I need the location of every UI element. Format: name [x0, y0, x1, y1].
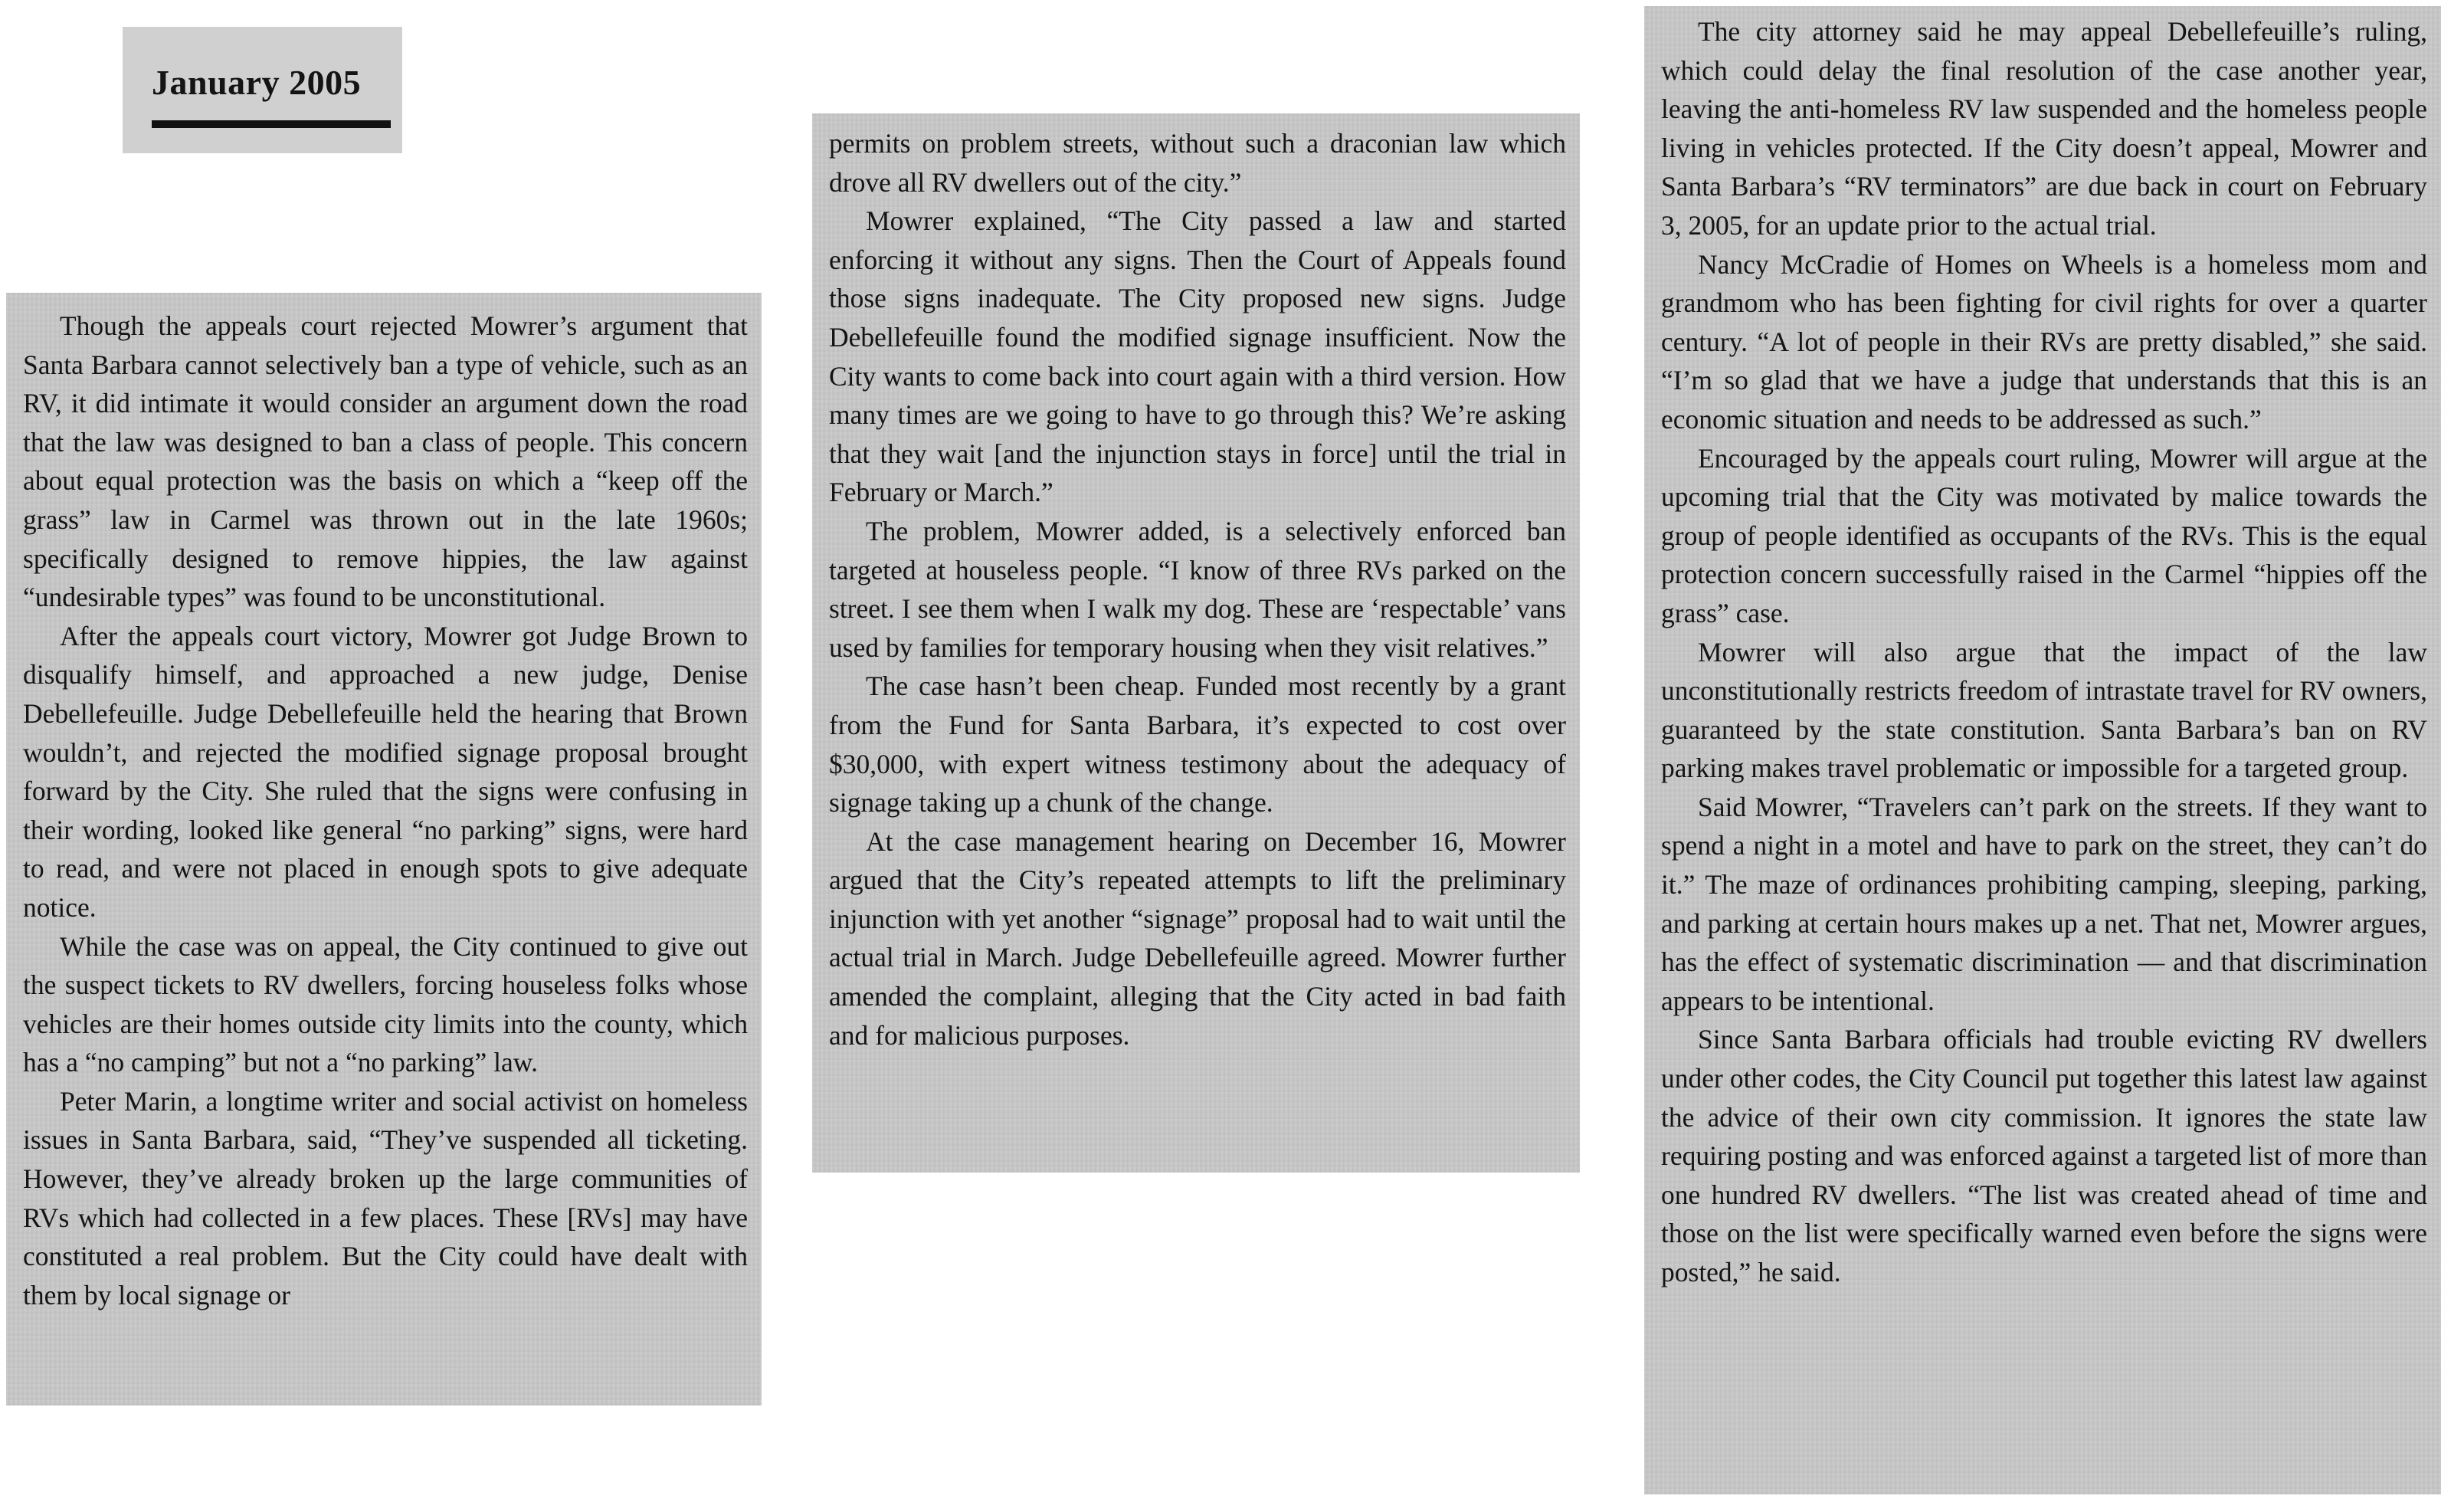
issue-date: January 2005 [152, 63, 362, 102]
paragraph: Since Santa Barbara officials had trouble evicting RV dwellers under other codes, the City Council put together this latest law against the advice of their own city commission. It ignores the state law requiring posting and was enforced against a targeted list of more than one hundred RV dwellers. “The list was created ahead of time and those on the list were specifically warned even before the signs were posted,” he said. [1661, 1024, 2427, 1287]
paragraph: Nancy McCradie of Homes on Wheels is a homeless mom and grandmom who has been fighting for civil rights for over a quarter century. “A lot of people in their RVs are pretty disabled,” she said. “I’m so glad that we have a judge that understands that this is an economic situation and needs to be addressed as such.” [1661, 248, 2427, 435]
article-column-2 [812, 113, 1580, 1173]
paragraph: Though the appeals court rejected Mowrer’s argument that Santa Barbara cannot selectively ban a type of vehicle, such as an RV, it did intimate it would consider an argument down the road that the law was designed to ban a class of people. This concern about equal protection was the basis on which a “keep off the grass” law in Carmel was thrown out in the late 1960s; specifically designed to remove hippies, the law against “undesirable types” was found to be unconstitutional. [23, 310, 748, 613]
date-header-clipping [123, 27, 402, 153]
article-column-1 [6, 293, 762, 1406]
paragraph: The case hasn’t been cheap. Funded most recently by a grant from the Fund for Santa Barbara, it’s expected to cost over $30,000, with expert witness testimony about the adequacy of signage taking up a chunk of the change. [829, 671, 1566, 818]
header-rule [152, 120, 391, 128]
paragraph: While the case was on appeal, the City continued to give out the suspect tickets to RV dwellers, forcing houseless folks whose vehicles are their homes outside city limits into the county, which has a “no camping” but not a “no parking” law. [23, 930, 748, 1078]
paragraph: The city attorney said he may appeal Debellefeuille’s ruling, which could delay the final resolution of the case another year, leaving the anti-homeless RV law suspended and the homeless people living in vehicles protected. If the City doesn’t appeal, Mowrer and Santa Barbara’s “RV terminators” are due back in court on February 3, 2005, for an update prior to the actual trial. [1661, 16, 2427, 241]
paragraph: permits on problem streets, without such a draconian law which drove all RV dwellers out of the city.” [829, 128, 1566, 198]
paragraph: At the case management hearing on December 16, Mowrer argued that the City’s repeated attempts to lift the preliminary injunction with yet another “signage” proposal had to wait until the actual trial in March. Judge Debellefeuille agreed. Mowrer further amended the complaint, alleging that the City acted in bad faith and for malicious purposes. [829, 825, 1566, 1051]
paragraph: Mowrer explained, “The City passed a law and started enforcing it without any signs. Then the Court of Appeals found those signs inadequate. The City proposed new signs. Judge Debellefeuille found the modified signage insufficient. Now the City wants to come back into court again with a third version. How many times are we going to have to go through this? We’re asking that they wait [and the injunction stays in force] until the trial in February or March.” [829, 205, 1566, 508]
paragraph: Mowrer will also argue that the impact of the law unconstitutionally restricts freedom of intrastate travel for RV owners, guaranteed by the state constitution. Santa Barbara’s ban on RV parking makes travel problematic or impossible for a targeted group. [1661, 636, 2427, 784]
paragraph: The problem, Mowrer added, is a selectively enforced ban targeted at houseless people. “I know of three RVs parked on the street. I see them when I walk my dog. These are ‘respectable’ vans used by families for temporary housing when they visit relatives.” [829, 515, 1566, 663]
article-column-3 [1644, 6, 2441, 1494]
paragraph: After the appeals court victory, Mowrer got Judge Brown to disqualify himself, and approached a new judge, Denise Debellefeuille. Judge Debellefeuille held the hearing that Brown wouldn’t, and rejected the modified signage proposal brought forward by the City. She ruled that the signs were confusing in their wording, looked like general “no parking” signs, were hard to read, and were not placed in enough spots to give adequate notice. [23, 620, 748, 923]
paragraph: Peter Marin, a longtime writer and social activist on homeless issues in Santa Barbara, said, “They’ve suspended all ticketing. However, they’ve already broken up the large communities of RVs which had collected in a few places. These [RVs] may have constituted a real problem. But the City could have dealt with them by local signage or [23, 1085, 748, 1310]
paragraph: Encouraged by the appeals court ruling, Mowrer will argue at the upcoming trial that the City was motivated by malice towards the group of people identified as occupants of the RVs. This is the equal protection concern successfully raised in the Carmel “hippies off the grass” case. [1661, 442, 2427, 628]
paragraph: Said Mowrer, “Travelers can’t park on the streets. If they want to spend a night in a motel and have to park on the street, they can’t do it.” The maze of ordinances prohibiting camping, sleeping, parking, and parking at certain hours makes up a net. That net, Mowrer argues, has the effect of systematic discrimination — and that discrimination appears to be intentional. [1661, 791, 2427, 1016]
